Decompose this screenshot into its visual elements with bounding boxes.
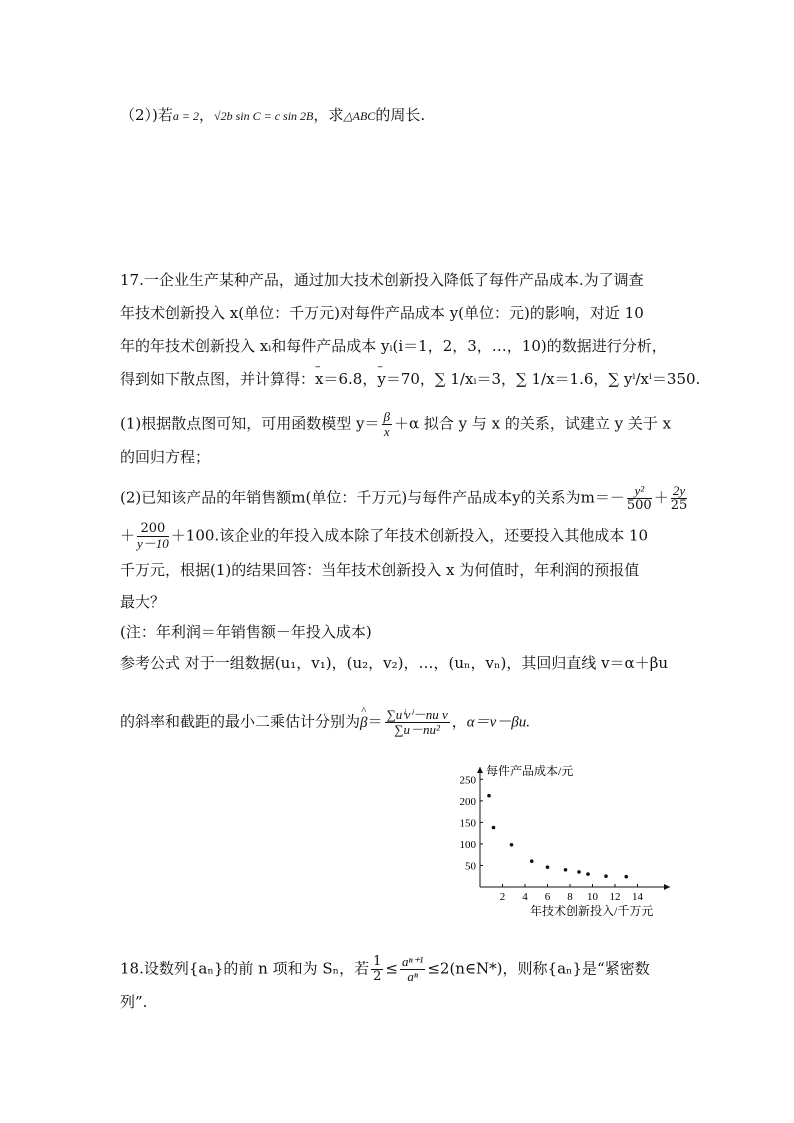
q17-part2-line3: 千万元，根据(1)的结果回答：当年技术创新投入 x 为何值时，年利润的预报值 <box>120 561 640 579</box>
data-point <box>530 859 534 863</box>
q18-b: ≤2(n∈N*)，则称{aₙ}是“紧密数 <box>427 959 650 978</box>
q17-line3: 年的年技术创新投入 xᵢ和每件产品成本 yᵢ(i＝1，2，3，…，10)的数据进行分析， <box>120 337 667 355</box>
q18-a: 18.设数列{aₙ}的前 n 项和为 Sₙ，若 <box>120 959 370 978</box>
q17-line4 <box>120 369 700 389</box>
scatter-chart <box>440 765 680 925</box>
y-tick-label: 150 <box>459 817 476 830</box>
data-point <box>604 874 608 878</box>
beta-denominator: ∑u－nu² <box>394 722 440 737</box>
q17-xbar: – x＝6.8， <box>315 369 377 389</box>
q17-reference: 参考公式 对于一组数据(u₁，v₁)，(u₂，v₂)，…，(uₙ，vₙ)，其回归直线 v＝α＋βu <box>120 654 669 672</box>
200-over-y-10-fraction: $\frac{200}{y-10}$ <box>137 521 169 551</box>
q17-sum1: ∑ 1/xᵢ＝3， <box>434 370 517 388</box>
q16-part2 <box>120 105 425 126</box>
q18-line1: 18.设数列{aₙ}的前 n 项和为 Sₙ，若 $\frac{1}{2}$ ≤ $\frac{\text{aⁿ⁺¹}}{\text{aⁿ}}$ ≤2(n∈N*)，则称{aₙ}是“紧密数 <box>120 954 650 984</box>
x-tick-label: 14 <box>632 891 643 903</box>
q17-line2: 年技术创新投入 x(单位：千万元)对每件产品成本 y(单位：元)的影响，对近 10 <box>120 304 644 322</box>
alpha-formula: α＝v－βu. <box>466 714 531 731</box>
data-point <box>577 870 581 874</box>
chart-points <box>487 794 628 879</box>
q17-part2-line2: ＋ $\frac{200}{y-10}$ ＋100.该企业的年投入成本除了年技术创新投入，还要投入其他成本 10 <box>120 521 649 551</box>
data-point <box>492 826 496 830</box>
x-tick-label: 12 <box>609 891 621 903</box>
chart-ylabel: 每件产品成本/元 <box>486 765 574 778</box>
ratio-fraction: $\frac{\text{aⁿ⁺¹}}{\text{aⁿ}}$ <box>401 954 424 984</box>
q16-suffix: ，求 <box>313 106 344 124</box>
q17-ybar: – y＝70， <box>377 369 435 389</box>
q17-part1-b: ＋α 拟合 y 与 x 的关系，试建立 y 关于 x <box>393 414 672 433</box>
data-point <box>586 872 590 876</box>
q17-part1 <box>120 410 671 439</box>
data-point <box>624 875 628 879</box>
beta-over-x-fraction: $\frac{\beta}{x}$ <box>383 409 390 439</box>
q16-end: 的周长. <box>375 106 426 124</box>
q17-sum3: ∑ yⁱ/xⁱ＝350. <box>608 370 701 388</box>
q17-ref-intro: 的斜率和截距的最小二乘估计分别为 <box>120 712 361 731</box>
q17-part1-a: (1)根据散点图可知，可用函数模型 y＝ <box>120 414 380 433</box>
y-tick-label: 200 <box>459 795 476 808</box>
q17-part2-a: (2)已知该产品的年销售额m(单位：千万元)与每件产品成本y的关系为m＝－ <box>120 488 625 507</box>
q18-line2: 列”. <box>120 993 148 1011</box>
y-tick-label: 100 <box>459 838 476 851</box>
q16-sep: ， <box>199 106 215 124</box>
chart-xlabel: 年技术创新投入/千万元 <box>530 904 654 918</box>
q16-cond1: a = 2 <box>172 109 200 123</box>
q16-prefix: （2）)若 <box>120 106 173 124</box>
q17-part2-b: ＋100.该企业的年投入成本除了年技术创新投入，还要投入其他成本 10 <box>170 526 649 545</box>
q17-part2: (2)已知该产品的年销售额m(单位：千万元)与每件产品成本y的关系为m＝－ $\frac{\text{y²}}{500}$ ＋ $\frac{2y}{25}$ <box>120 483 688 513</box>
q17-part1-line2: 的回归方程； <box>120 448 211 466</box>
y-tick-label: 50 <box>465 860 476 873</box>
q17-line1: 17.一企业生产某种产品，通过加大技术创新投入降低了每件产品成本.为了调查 <box>120 271 644 289</box>
x-tick-label: 6 <box>544 891 551 903</box>
q16-cond2: √2b sin C = c sin 2B <box>214 109 314 123</box>
data-point <box>510 843 514 847</box>
y-tick-label: 250 <box>459 774 476 787</box>
x-tick-label: 2 <box>499 891 506 903</box>
2y-over-25-fraction: $\frac{2y}{25}$ <box>670 483 688 513</box>
x-tick-label: 4 <box>522 891 528 903</box>
beta-formula-fraction <box>385 708 450 737</box>
y2-over-500-fraction: $\frac{\text{y²}}{500}$ <box>626 483 652 513</box>
x-tick-label: 10 <box>587 891 598 903</box>
q16-triangle: △ABC <box>343 109 376 123</box>
q17-part2-line4: 最大？ <box>120 593 166 611</box>
y-axis-arrow <box>477 767 483 773</box>
q17-note: (注：年利润＝年销售额－年投入成本) <box>120 623 372 641</box>
q17-reference-2: 的斜率和截距的最小二乘估计分别为^ β＝ $\frac{\text{∑uⁱvⁱ－nu v}}{\text{∑u－nu²}}$ ，α＝v－βu. <box>120 708 530 737</box>
x-tick-label: 8 <box>567 891 573 903</box>
x-axis-arrow <box>664 884 670 890</box>
q17-sum2: ∑ 1/x＝1.6， <box>516 370 609 388</box>
data-point <box>546 865 550 869</box>
data-point <box>487 794 491 798</box>
beta-numerator: ∑uⁱvⁱ－nu v <box>386 707 448 722</box>
one-half-fraction: $\frac{1}{2}$ <box>373 954 382 984</box>
beta-hat: ^ β <box>360 713 367 733</box>
data-point <box>564 868 568 872</box>
chart-axes <box>460 767 671 903</box>
q17-computed-intro: 得到如下散点图，并计算得： <box>120 370 316 388</box>
